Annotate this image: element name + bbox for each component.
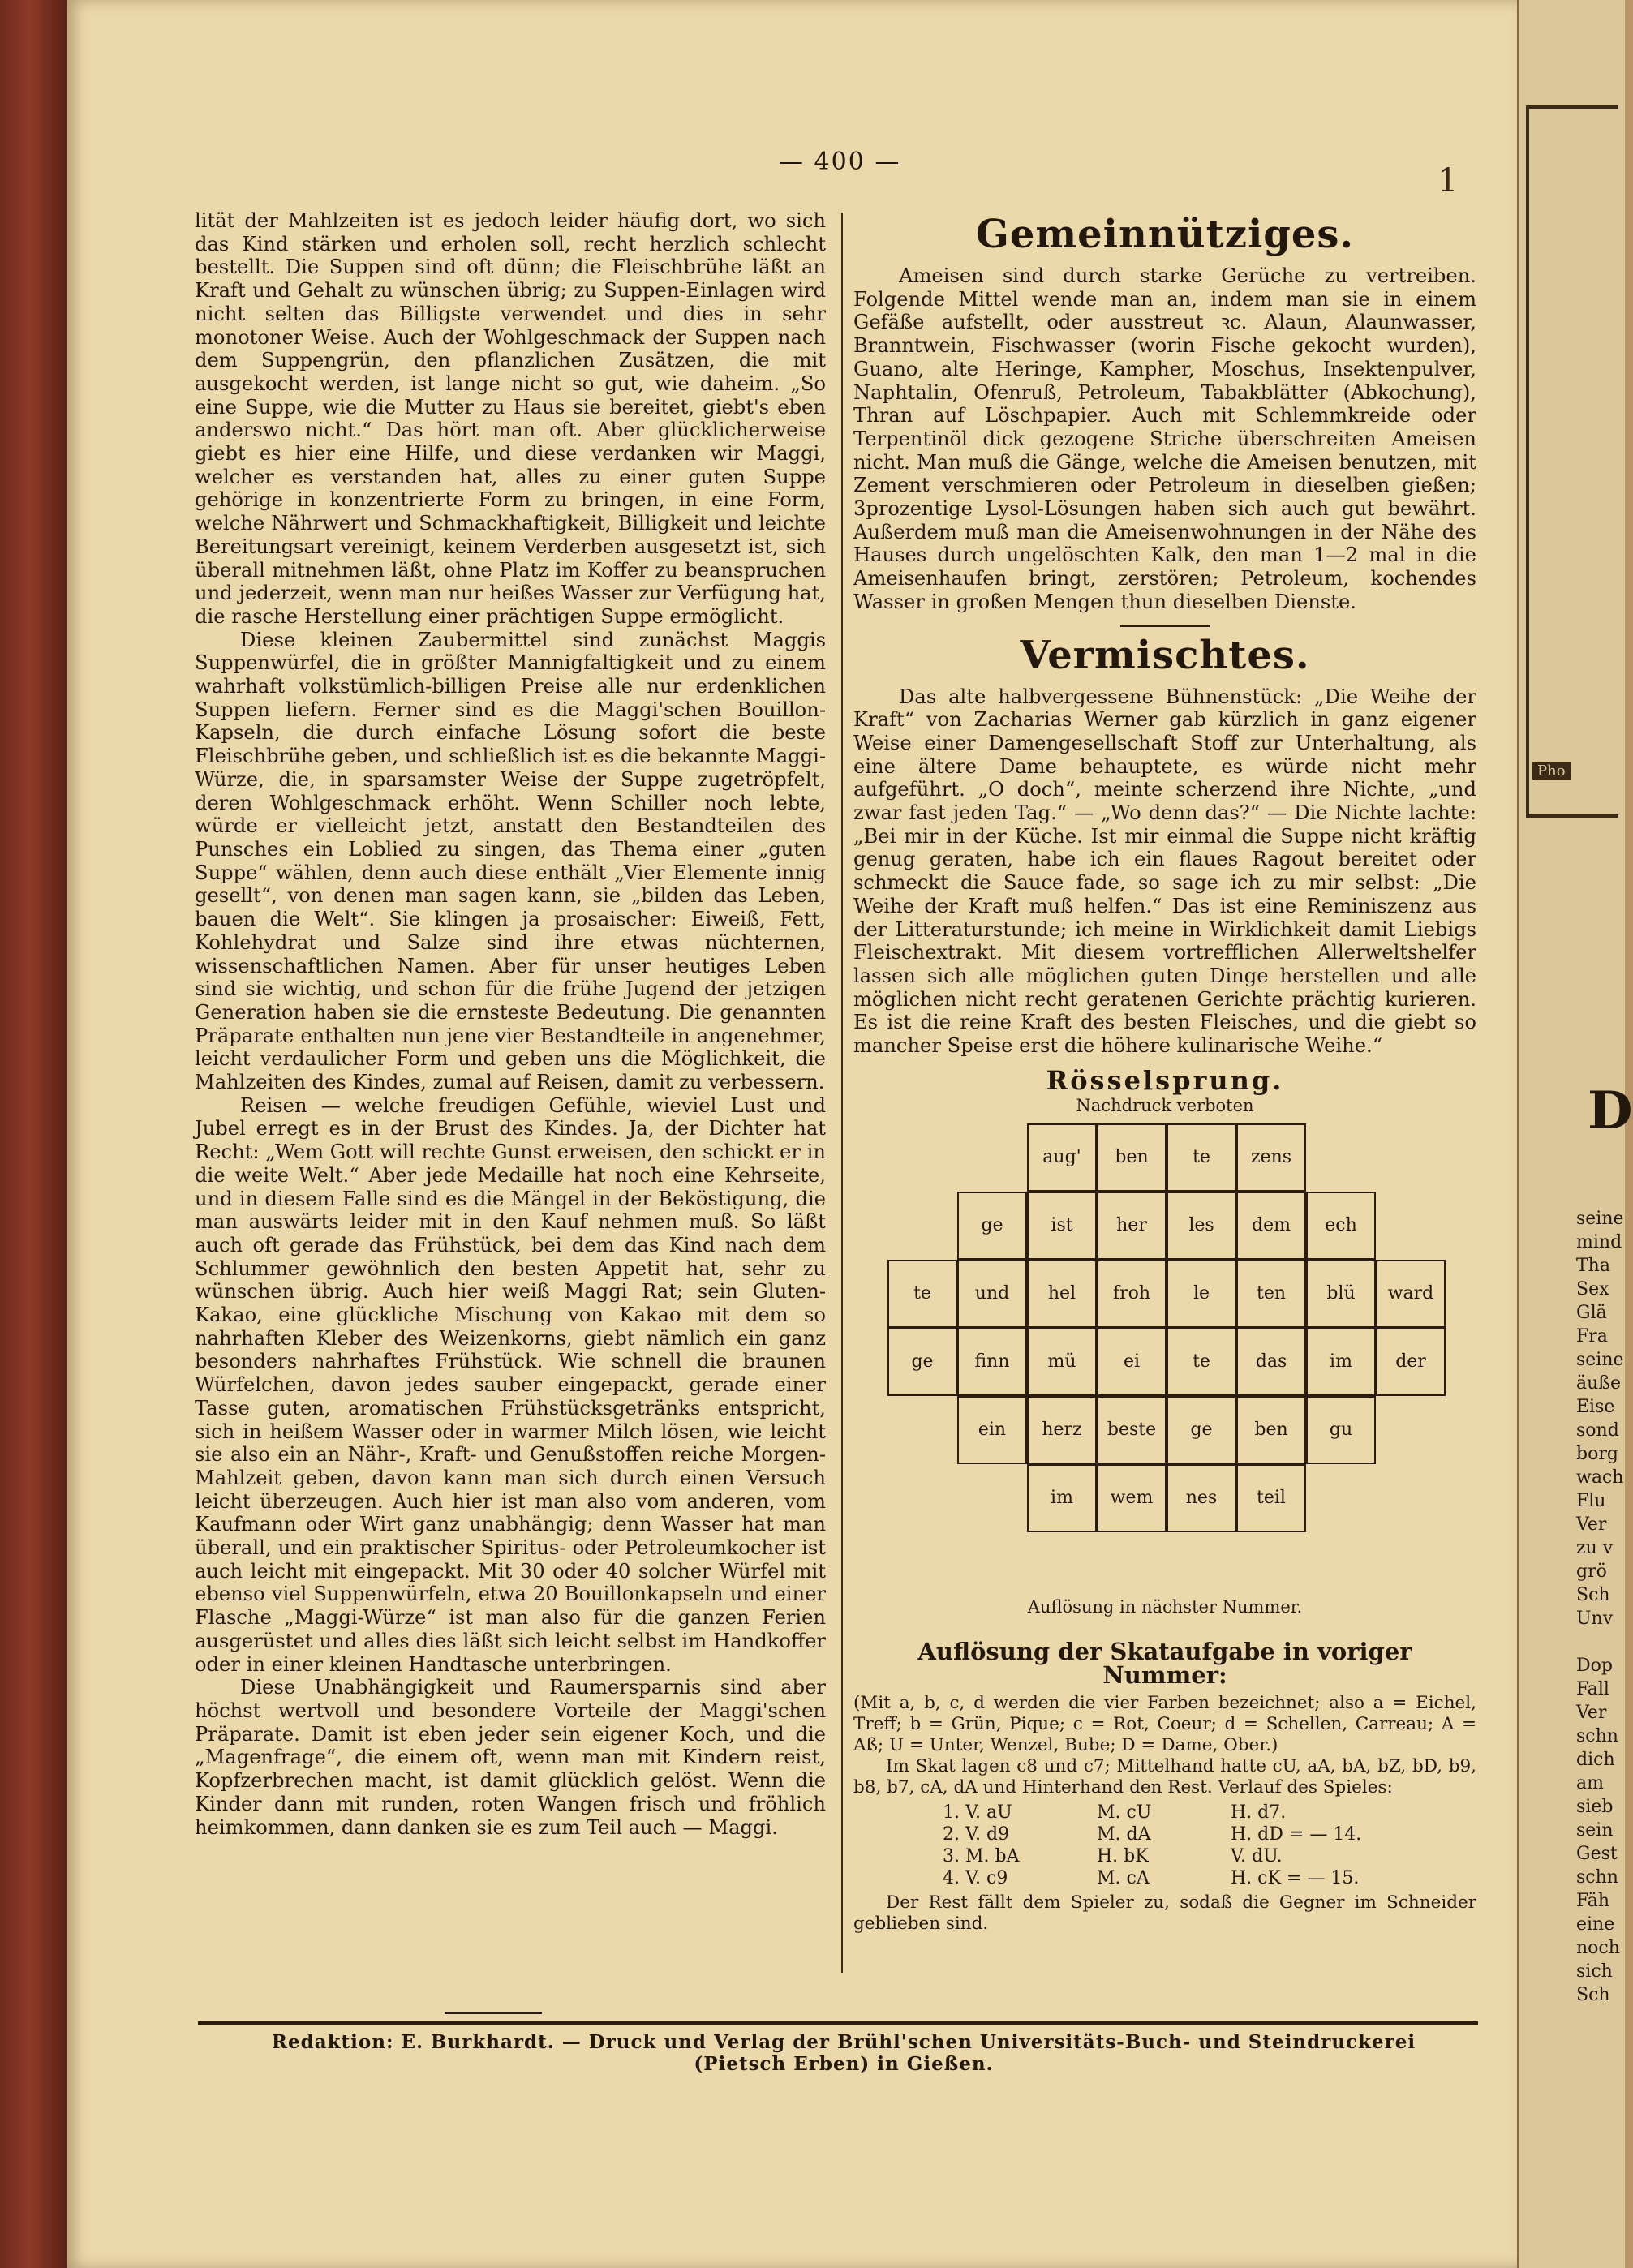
imprint-footer: Redaktion: E. Burkhardt. — Druck und Verlag der Brühl'schen Universitäts-Buch- und Steindruckerei (Pietsch Erben) in Gießen. xyxy=(271,2031,1416,2075)
puzzle-cell: finn xyxy=(957,1328,1027,1396)
paragraph: Diese kleinen Zaubermittel sind zunächst Maggis Suppenwürfel, die in größter Mannigfaltigkeit und zu einem wahrhaft volkstümlich-billigen Preise alle nur erdenklichen Suppen liefern. Ferner sind es die Maggi'schen Bouillon-Kapseln, die durch einfache Lösung sofort die beste Fleischbrühe geben, und schließlich ist es die bekannte Maggi-Würze, die, in sparsamster Weise der Suppe zugetröpfelt, deren Wohlgeschmack erhöht. Wenn Schiller noch lebte, würde er vielleicht jetzt, anstatt den Bestandteilen des Punsches ein Loblied zu singen, das Thema einer „guten Suppe“ wählen, denn auch diese enthält „Vier Elemente innig gesellt“, von denen man sagen kann, sie „bilden das Leben, bauen die Welt“. Sie klingen ja prosaischer: Eiweiß, Fett, Kohlehydrat und Salze sind ihre etwas nüchternen, wissenschaftlichen Namen. Aber für unser heutiges Leben sind sie wichtig, und schon für die frühe Jugend der jetzigen Generation haben sie die ernsteste Bedeutung. Die genannten Präparate enthalten nun jene vier Bestandteile in angenehmer, leicht verdaulicher Form und geben uns die Möglichkeit, die Mahlzeiten des Kindes, zumal auf Reisen, damit zu verbessern. xyxy=(195,628,826,1094)
move: M. cA xyxy=(1097,1868,1150,1889)
facing-line: Flu xyxy=(1576,1491,1606,1511)
heading-gemeinnuetziges: Gemeinnütziges. xyxy=(975,212,1355,257)
move: H. bK xyxy=(1097,1846,1149,1867)
paragraph: lität der Mahlzeiten ist es jedoch leider häufig dort, wo sich das Kind stärken und erholen soll, recht herzlich schlecht bestellt. Die Suppen sind oft dünn; die Fleischbrühe läßt an Kraft und Gehalt zu wünschen übrig; zu Suppen-Einlagen wird nicht selten das Billigste verwendet und dies in sehr monotoner Weise. Auch der Wohlgeschmack der Suppen nach dem Suppengrün, den pflanzlichen Zusätzen, die mit ausgekocht werden, ist lange nicht so gut, wie daheim. „So eine Suppe, wie die Mutter zu Haus sie bereitet, giebt's eben anderswo nicht.“ Das hört man oft. Aber glücklicherweise giebt es hier eine Hilfe, und diese verdanken wir Maggi, welcher es verstanden hat, alles zu einer guten Suppe gehörige in konzentrierte Form zu bringen, in eine Form, welche Nährwert und Schmackhaftigkeit, Billigkeit und leichte Bereitungsart vereinigt, keinem Verderben ausgesetzt ist, sich überall mitnehmen läßt, ohne Platz im Koffer zu beanspruchen und jederzeit, wenn man nur heißes Wasser zur Verfügung hat, die rasche Herstellung einer prächtigen Suppe ermöglicht. xyxy=(195,209,826,628)
facing-line: Fra xyxy=(1576,1326,1608,1347)
page-number: — 400 — xyxy=(779,148,901,176)
puzzle-cell: ben xyxy=(1236,1396,1306,1464)
skat-move-row xyxy=(943,1845,1476,1867)
facing-line: noch xyxy=(1576,1938,1620,1958)
knight-move-grid xyxy=(853,1123,1476,1591)
skat-end: Der Rest fällt dem Spieler zu, sodaß die Gegner im Schneider geblieben sind. xyxy=(853,1892,1476,1935)
puzzle-cell: ge xyxy=(1167,1396,1236,1464)
puzzle-cell: ei xyxy=(1097,1328,1167,1396)
puzzle-title: Rösselsprung. xyxy=(1046,1064,1284,1096)
facing-line: borg xyxy=(1576,1444,1618,1464)
puzzle-cell: blü xyxy=(1306,1260,1376,1328)
facing-line: dich xyxy=(1576,1750,1615,1770)
puzzle-cell: ward xyxy=(1376,1260,1446,1328)
skat-move-row xyxy=(943,1823,1476,1845)
puzzle-cell: wem xyxy=(1097,1464,1167,1532)
skat-body xyxy=(853,1693,1476,1935)
puzzle-cell: ist xyxy=(1027,1192,1097,1260)
facing-caption: Pho xyxy=(1532,762,1571,780)
facing-line: Tha xyxy=(1576,1256,1610,1276)
corner-mark: 1 xyxy=(1437,162,1459,200)
facing-line: grö xyxy=(1576,1561,1607,1582)
facing-line: eine xyxy=(1576,1914,1615,1935)
move: H. d7. xyxy=(1231,1802,1287,1823)
footer-rule xyxy=(198,2021,1478,2025)
move: 3. M. bA xyxy=(943,1846,1020,1867)
puzzle-cell: ein xyxy=(957,1396,1027,1464)
heading-vermischtes: Vermischtes. xyxy=(1020,632,1310,678)
puzzle-cell: te xyxy=(887,1260,957,1328)
puzzle-cell: te xyxy=(1167,1123,1236,1192)
puzzle-cell: dem xyxy=(1236,1192,1306,1260)
solution-note: Auflösung in nächster Nummer. xyxy=(1027,1597,1303,1617)
skat-title: Auflösung der Skataufgabe in voriger Nummer: xyxy=(917,1637,1412,1689)
facing-text-fragments xyxy=(1576,1207,1624,2007)
puzzle-subtitle: Nachdruck verboten xyxy=(1076,1095,1254,1115)
skat-moves xyxy=(943,1802,1476,1889)
move: H. dD = — 14. xyxy=(1231,1824,1362,1845)
skat-move-row xyxy=(943,1867,1476,1889)
puzzle-cell: zens xyxy=(1236,1123,1306,1192)
skat-move-row xyxy=(943,1802,1476,1823)
facing-line: Gest xyxy=(1576,1844,1618,1864)
facing-illustration-frame xyxy=(1526,105,1618,818)
puzzle-cell: das xyxy=(1236,1328,1306,1396)
facing-line: Unv xyxy=(1576,1609,1614,1629)
facing-line: Fäh xyxy=(1576,1891,1610,1911)
facing-line: Eise xyxy=(1576,1397,1615,1417)
facing-line: Sex xyxy=(1576,1279,1609,1299)
book-binding xyxy=(0,0,67,2268)
paragraph: Das alte halbvergessene Bühnenstück: „Die Weihe der Kraft“ von Zacharias Werner gab kürzlich in ganz eigener Weise einer Damengesellschaft Stoff zur Unterhaltung, als eine ältere Dame behauptete, es würde nicht mehr aufgeführt. „O doch“, meinte scherzend ihre Nichte, „und zwar fast jeden Tag.“ — „Wo denn das?“ — Die Nichte lachte: „Bei mir in der Küche. Ist mir einmal die Suppe nicht kräftig genug geraten, habe ich ein flaues Ragout bereitet oder schmeckt die Sauce fade, so sage ich zu mir selbst: „Die Weihe der Kraft muß helfen.“ Das ist eine Reminiszenz aus der Litteraturstunde; ich meine in Wirklichkeit damit Liebigs Fleischextrakt. Mit diesem vortrefflichen Allerweltshelfer lassen sich alle möglichen guten Dinge herstellen und alle möglichen nicht recht geratenen Gerichte prächtig kurieren. Es ist die reine Kraft des besten Fleisches, und die giebt so mancher Speise erst die höhere kulinarische Weihe.“ xyxy=(853,685,1476,1058)
paragraph: Diese Unabhängigkeit und Raumersparnis sind aber höchst wertvoll und besondere Vorteile der Maggi'schen Präparate. Damit ist eben jeder sein eigener Koch, und die „Magenfrage“, die einem oft, wenn man mit Kindern reist, Kopfzerbrechen macht, ist damit glücklich gelöst. Wenn die Kinder dann mit runden, roten Wangen frisch und fröhlich heimkommen, dann danken sie es zum Teil auch — Maggi. xyxy=(195,1676,826,1839)
puzzle-cell: gu xyxy=(1306,1396,1376,1464)
skat-legend: (Mit a, b, c, d werden die vier Farben bezeichnet; also a = Eichel, Treff; b = Grün, Pique; c = Rot, Coeur; d = Schellen, Carreau; A = Aß; U = Unter, Wenzel, Bube; D = Dame, Ober.) xyxy=(853,1693,1476,1756)
facing-line: Glä xyxy=(1576,1303,1607,1323)
puzzle-cell: mü xyxy=(1027,1328,1097,1396)
facing-line: schn xyxy=(1576,1726,1618,1746)
puzzle-cell: teil xyxy=(1236,1464,1306,1532)
facing-line: Ver xyxy=(1576,1514,1607,1535)
facing-line: Fall xyxy=(1576,1679,1609,1699)
puzzle-cell: aug' xyxy=(1027,1123,1097,1192)
column-divider xyxy=(841,213,843,1973)
facing-line: seine xyxy=(1576,1209,1624,1229)
facing-line: Sch xyxy=(1576,1985,1610,2005)
facing-line: zu v xyxy=(1576,1538,1614,1558)
move: H. cK = — 15. xyxy=(1231,1868,1360,1889)
skat-text: Im Skat lagen c8 und c7; Mittelhand hatte cU, aA, bA, bZ, bD, b9, b8, b7, cA, dA und Hinterhand den Rest. Verlauf des Spieles: xyxy=(853,1756,1476,1798)
puzzle-cell: le xyxy=(1167,1260,1236,1328)
facing-line: Ver xyxy=(1576,1703,1607,1723)
end-rule xyxy=(445,2012,542,2014)
section-rule xyxy=(1120,625,1210,627)
puzzle-cell: der xyxy=(1376,1328,1446,1396)
puzzle-cell: im xyxy=(1306,1328,1376,1396)
move: 1. V. aU xyxy=(943,1802,1012,1823)
puzzle-cell: les xyxy=(1167,1192,1236,1260)
right-column xyxy=(853,209,1476,1935)
paragraph: Reisen — welche freudigen Gefühle, wieviel Lust und Jubel erregt es in der Brust des Kindes. Ja, der Dichter hat Recht: „Wem Gott will rechte Gunst erweisen, den schickt er in die weite Welt.“ Aber jede Medaille hat noch eine Kehrseite, und in diesem Falle sind es die Mängel in der Beköstigung, die man auswärts leider mit in den Kauf nehmen muß. So läßt auch oft gerade das Frühstück, bei dem das Kind nach dem Schlummer gewöhnlich den besten Appetit hat, sehr zu wünschen übrig. Auch hier weiß Maggi Rat; sein Gluten-Kakao, eine glückliche Mischung von Kakao mit dem so nahrhaften Kleber des Weizenkorns, giebt nämlich ein ganz besonders nahrhaftes Frühstück. Wie schnell die braunen Würfelchen, davon jedes sauber eingepackt, gerade einer Tasse guten, aromatischen Frühstücksgetränks entspricht, sich in heißem Wasser oder in warmer Milch lösen, wie leicht sie also ein an Nähr-, Kraft- und Genußstoffen reiche Morgen-Mahlzeit geben, davon kann man sich durch einen Versuch leicht überzeugen. Auch hier ist man also vom anderen, vom Kaufmann oder Wirt ganz unabhängig; denn Wasser hat man überall, und ein praktischer Spiritus- oder Petroleumkocher ist auch leicht mit eingepackt. Mit 30 oder 40 solcher Würfel mit ebenso viel Suppenwürfeln, etwa 20 Bouillonkapseln und einer Flasche „Maggi-Würze“ ist man also für die ganzen Ferien ausgerüstet und alles dies läßt sich leicht selbst im Handkoffer oder in einer kleinen Handtasche unterbringen. xyxy=(195,1093,826,1676)
move: M. cU xyxy=(1097,1802,1152,1823)
puzzle-cell: im xyxy=(1027,1464,1097,1532)
facing-line: sond xyxy=(1576,1420,1619,1441)
puzzle-cell: ech xyxy=(1306,1192,1376,1260)
paragraph: Ameisen sind durch starke Gerüche zu vertreiben. Folgende Mittel wende man an, indem man sie in einem Gefäße aufstellt, oder ausstreut ꝛc. Alaun, Alaunwasser, Branntwein, Fischwasser (worin Fische gekocht wurden), Guano, alte Heringe, Kampher, Moschus, Insektenpulver, Naphtalin, Ofenruß, Petroleum, Tabakblätter (Abkochung), Thran auf Löschpapier. Auch mit Schlemmkreide oder Terpentinöl dick gezogene Striche überschreiten Ameisen nicht. Man muß die Gänge, welche die Ameisen benutzen, mit Zement verschmieren oder Petroleum in dieselben gießen; 3prozentige Lysol-Lösungen haben sich auch gut bewährt. Außerdem muß man die Ameisenwohnungen in der Nähe des Hauses durch ungelöschten Kalk, den man 1—2 mal in die Ameisenhaufen bringt, zerstören; Petroleum, kochendes Wasser in großen Mengen thun dieselben Dienste. xyxy=(853,264,1476,613)
facing-initial: D xyxy=(1588,1080,1633,1141)
puzzle-cell: ge xyxy=(957,1192,1027,1260)
facing-line: seine xyxy=(1576,1350,1624,1370)
puzzle-cell: her xyxy=(1097,1192,1167,1260)
move: V. dU. xyxy=(1231,1846,1283,1867)
facing-line: schn xyxy=(1576,1867,1618,1888)
puzzle-cell: nes xyxy=(1167,1464,1236,1532)
facing-line: sieb xyxy=(1576,1797,1614,1817)
puzzle-cell: herz xyxy=(1027,1396,1097,1464)
puzzle-cell: und xyxy=(957,1260,1027,1328)
puzzle-cell: ge xyxy=(887,1328,957,1396)
facing-line: wach xyxy=(1576,1467,1624,1488)
facing-page-strip xyxy=(1517,0,1633,2268)
left-column xyxy=(195,209,826,1839)
move: M. dA xyxy=(1097,1824,1151,1845)
puzzle-cell: froh xyxy=(1097,1260,1167,1328)
facing-line xyxy=(1576,1630,1624,1654)
facing-line: Sch xyxy=(1576,1585,1610,1605)
puzzle-cell: ten xyxy=(1236,1260,1306,1328)
move: 2. V. d9 xyxy=(943,1824,1010,1845)
facing-line: Dop xyxy=(1576,1656,1613,1676)
facing-line: mind xyxy=(1576,1232,1622,1252)
puzzle-cell: beste xyxy=(1097,1396,1167,1464)
move: 4. V. c9 xyxy=(943,1868,1008,1889)
puzzle-cell: te xyxy=(1167,1328,1236,1396)
facing-line: sein xyxy=(1576,1820,1614,1841)
facing-line: sich xyxy=(1576,1961,1613,1982)
puzzle-cell: ben xyxy=(1097,1123,1167,1192)
facing-line: am xyxy=(1576,1773,1604,1793)
facing-line: äuße xyxy=(1576,1373,1621,1394)
puzzle-cell: hel xyxy=(1027,1260,1097,1328)
